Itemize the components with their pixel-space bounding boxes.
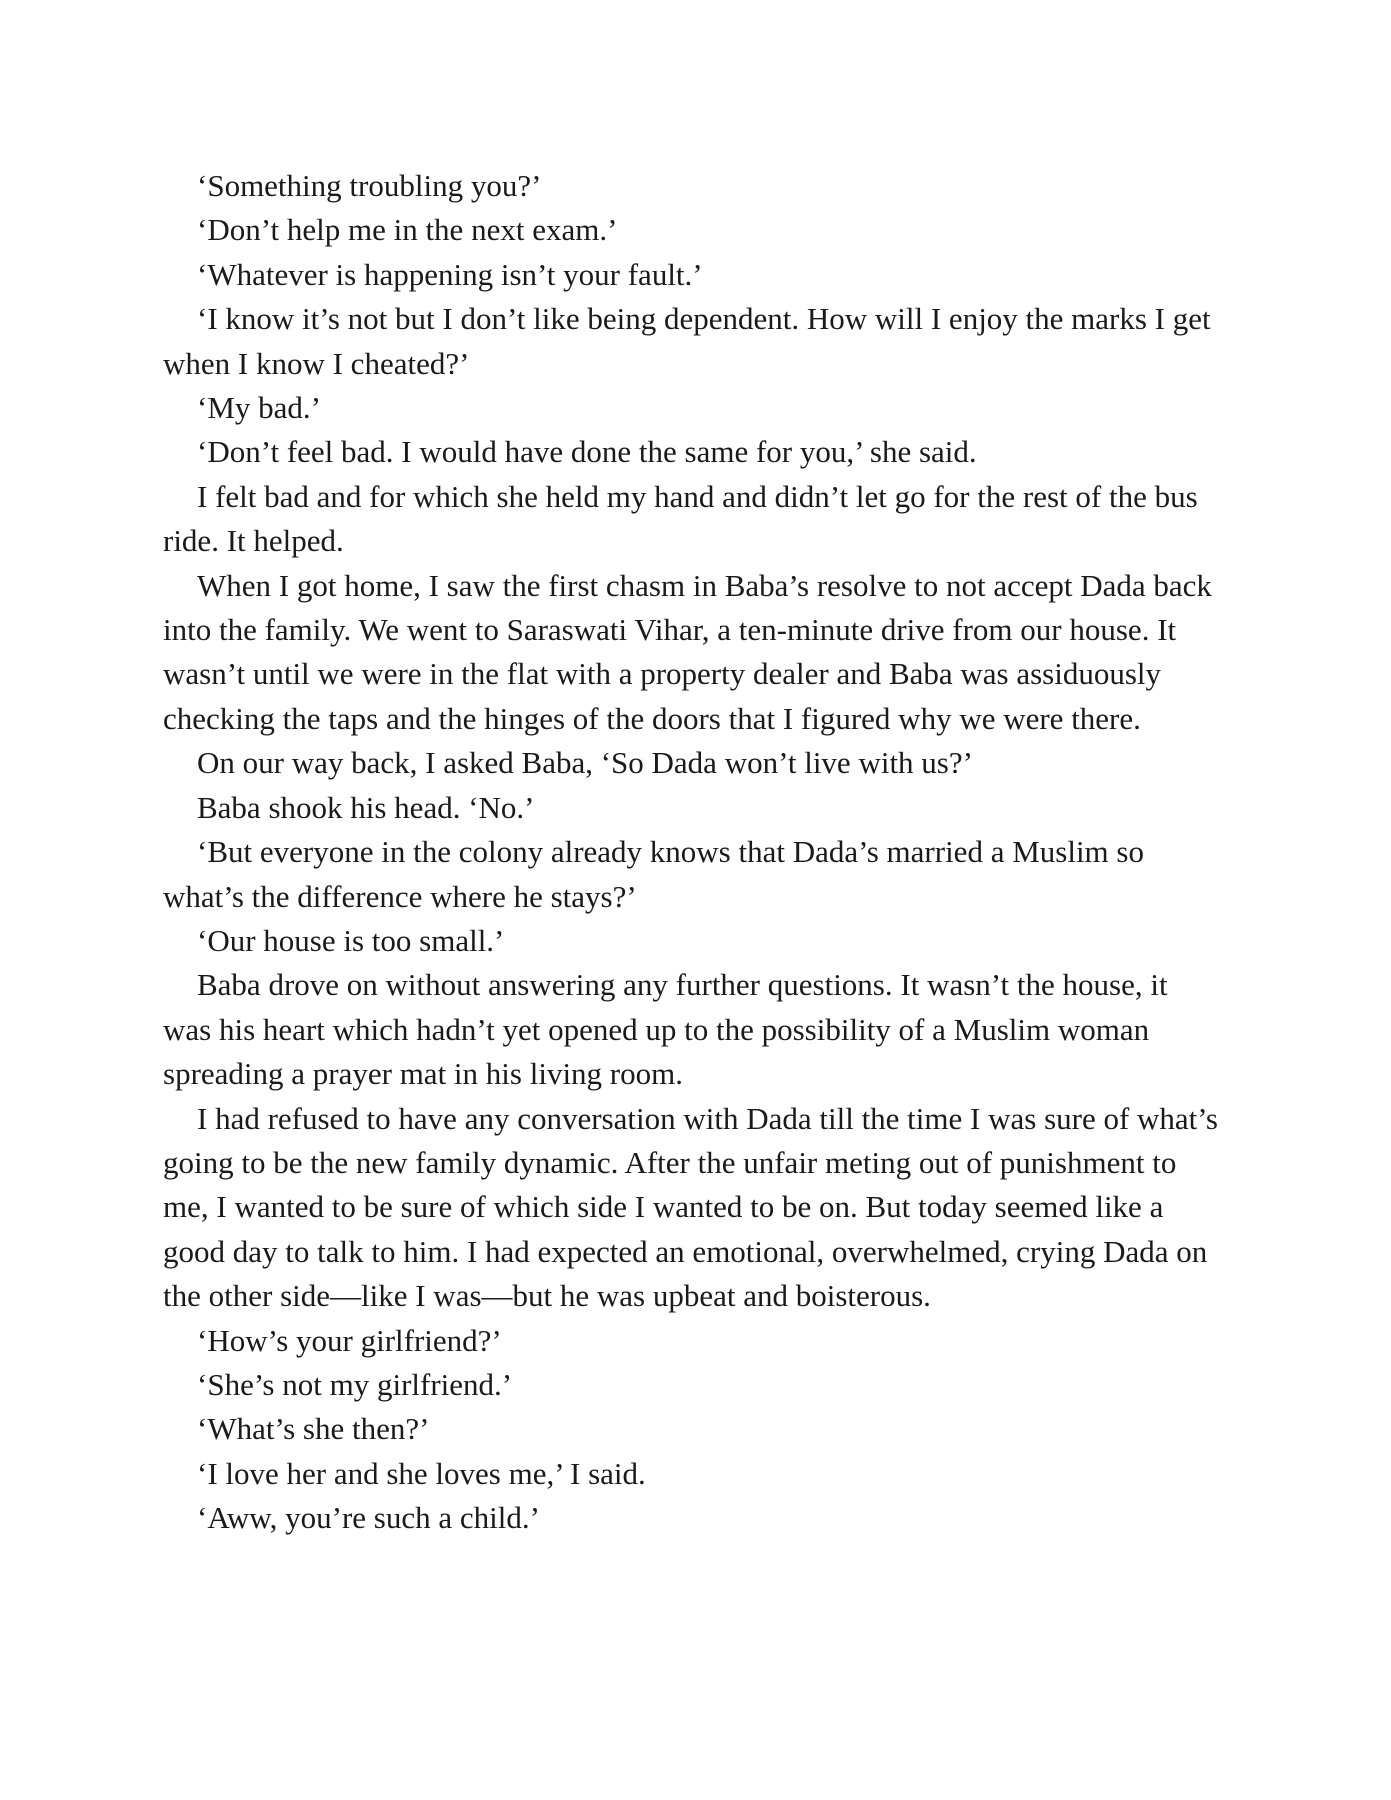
paragraph: ‘How’s your girlfriend?’: [197, 1322, 502, 1358]
paragraph: ‘Don’t help me in the next exam.’: [197, 212, 618, 248]
paragraph: I had refused to have any conversation with Dada till the time I was sure of what’s going to be the new family dynamic. After the unfair meting out of punishment to me, I wanted to be sure of which side I wanted to be on. But today seemed like a good day to talk to him. I had expected an emotional, overwhelmed, crying Dada on the other side—like I was—but he was upbeat and boisterous.: [163, 1100, 1218, 1314]
paragraph: ‘My bad.’: [197, 390, 321, 426]
paragraph: ‘Don’t feel bad. I would have done the same for you,’ she said.: [197, 434, 977, 470]
paragraph: I felt bad and for which she held my hand and didn’t let go for the rest of the bus ride. It helped.: [163, 478, 1198, 559]
paragraph: ‘Aww, you’re such a child.’: [197, 1500, 540, 1536]
paragraph: Baba drove on without answering any further questions. It wasn’t the house, it was his heart which hadn’t yet opened up to the possibility of a Muslim woman spreading a prayer mat in his living room.: [163, 967, 1168, 1092]
paragraph: ‘What’s she then?’: [197, 1411, 430, 1447]
paragraph: ‘I know it’s not but I don’t like being dependent. How will I enjoy the marks I get when I know I cheated?’: [163, 301, 1211, 381]
page-text: [163, 164, 1223, 1541]
paragraph: ‘I love her and she loves me,’ I said.: [197, 1455, 646, 1491]
paragraph: When I got home, I saw the first chasm in Baba’s resolve to not accept Dada back into the family. We went to Saraswati Vihar, a ten-minute drive from our house. It wasn’t until we were in the flat with a property dealer and Baba was assiduously checking the taps and the hinges of the doors that I figured why we were there.: [163, 567, 1212, 736]
paragraph: ‘She’s not my girlfriend.’: [197, 1366, 513, 1402]
paragraph: ‘Something troubling you?’: [197, 168, 542, 203]
paragraph: ‘But everyone in the colony already knows that Dada’s married a Muslim so what’s the difference where he stays?’: [163, 834, 1144, 914]
paragraph: ‘Whatever is happening isn’t your fault.’: [197, 256, 703, 292]
paragraph: Baba shook his head. ‘No.’: [197, 789, 535, 825]
paragraph: ‘Our house is too small.’: [197, 922, 505, 958]
paragraph: On our way back, I asked Baba, ‘So Dada won’t live with us?’: [197, 745, 973, 781]
